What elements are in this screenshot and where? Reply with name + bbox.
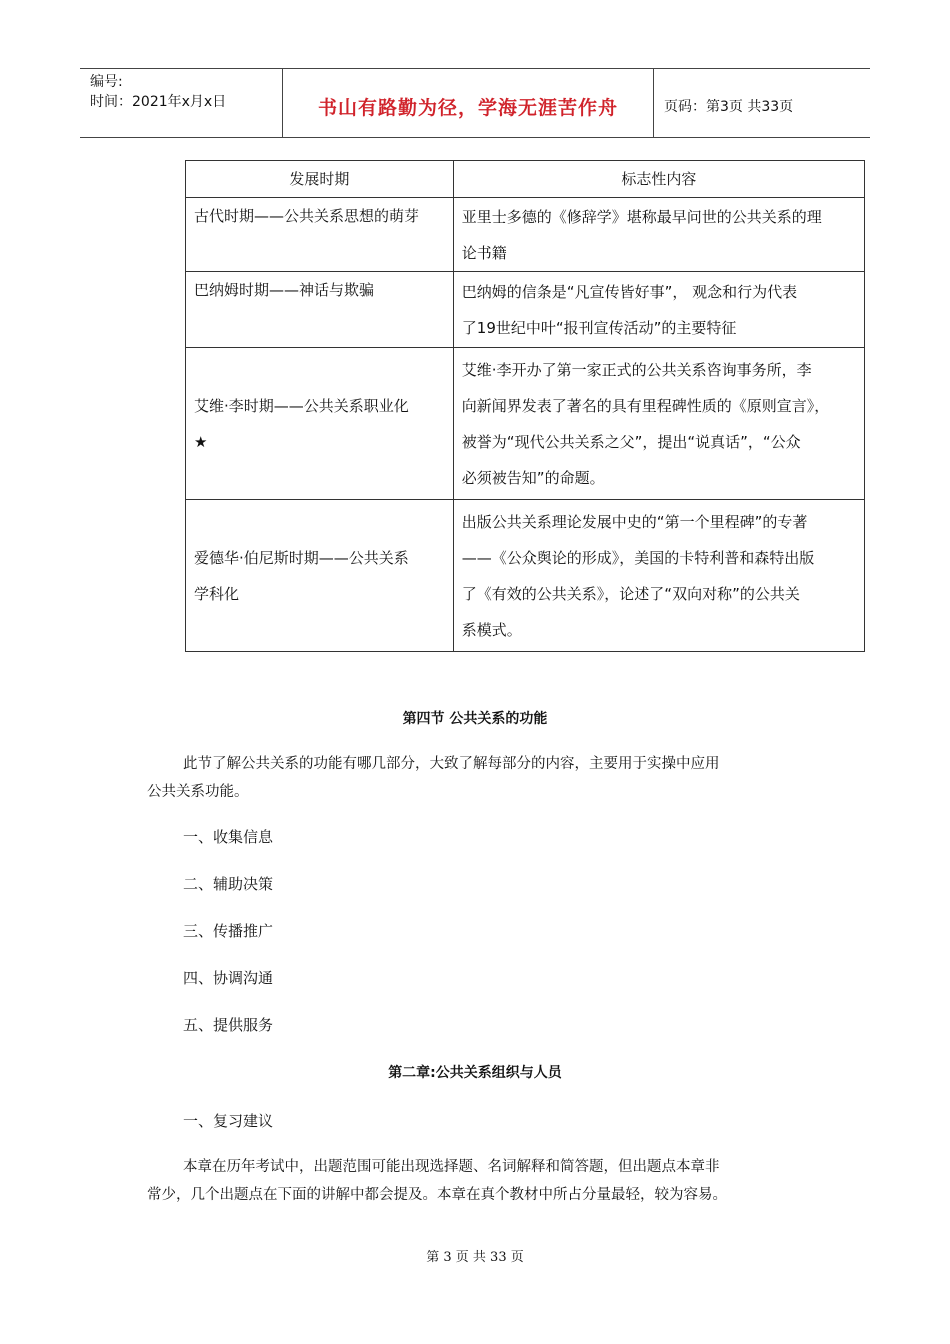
list-item: 二、辅助决策: [183, 875, 274, 893]
table-header-period: 发展时期: [186, 161, 454, 198]
period-cell: [186, 272, 454, 348]
table-row: [186, 500, 865, 652]
content-line: 出版公共关系理论发展中史的“第一个里程碑”的专著: [461, 512, 808, 531]
header-motto-cell: [283, 69, 654, 137]
content-line: 被誉为“现代公共关系之父”，提出“说真话”，“公众: [461, 432, 801, 451]
period-text: 古代时期——公共关系思想的萌芽: [194, 207, 420, 225]
paragraph-text-1: 本章在历年考试中，出题范围可能出现选择题、名词解释和简答题，但出题点本章非: [183, 1159, 720, 1175]
content-cell: [453, 500, 864, 652]
development-period-table: [185, 160, 865, 652]
period-text: 学科化: [194, 584, 240, 603]
content-line: 必须被告知”的命题。: [461, 468, 605, 487]
page-footer: 第 3 页 共 33 页: [426, 1250, 524, 1265]
period-text: 爱德华·伯尼斯时期——公共关系: [194, 548, 409, 567]
header-meta-cell: [80, 69, 283, 137]
content-line: ——《公众舆论的形成》，美国的卡特利普和森特出版: [461, 548, 815, 567]
list-item: 一、收集信息: [183, 828, 274, 846]
content-line: 亚里士多德的《修辞学》堪称最早问世的公共关系的理: [461, 207, 822, 226]
table-header-content: 标志性内容: [453, 161, 864, 198]
table-row: [186, 272, 865, 348]
content-line: 巴纳姆的信条是“凡宣传皆好事”， 观念和行为代表: [461, 282, 798, 301]
star-icon: ★: [194, 432, 208, 451]
section-title: 第四节 公共关系的功能: [402, 711, 548, 727]
intro-line-1: [147, 750, 807, 778]
header-page-number: 页码：第3页 共33页: [664, 99, 794, 115]
table-row: [186, 348, 865, 500]
content-line: 艾维·李开办了第一家正式的公共关系咨询事务所，李: [461, 360, 812, 379]
content-line: 了19世纪中叶“报刊宣传活动”的主要特征: [461, 318, 737, 337]
content-line: 系模式。: [461, 620, 522, 639]
period-cell: [186, 500, 454, 652]
header-motto: 书山有路勤为径，学海无涯苦作舟: [317, 97, 618, 119]
period-cell: [186, 348, 454, 500]
period-text: 艾维·李时期——公共关系职业化: [194, 396, 409, 415]
doc-number-label: 编号:: [90, 74, 123, 90]
document-header: [80, 68, 870, 138]
chapter-paragraph: [147, 1153, 807, 1209]
header-page-cell: [654, 69, 870, 137]
period-text: 巴纳姆时期——神话与欺骗: [194, 281, 375, 299]
content-cell: [453, 272, 864, 348]
subsection-title: 一、复习建议: [183, 1112, 274, 1130]
list-item: 四、协调沟通: [183, 969, 274, 987]
chapter-title: 第二章:公共关系组织与人员: [388, 1065, 562, 1081]
section-intro: [147, 750, 807, 806]
paragraph-line-2: 常少，几个出题点在下面的讲解中都会提及。本章在真个教材中所占分量最轻，较为容易。: [147, 1187, 727, 1203]
paragraph-line-1: [147, 1153, 807, 1181]
doc-date-label: 时间：2021年x月x日: [90, 94, 227, 110]
intro-line-2: 公共关系功能。: [147, 784, 249, 800]
table-row: [186, 198, 865, 272]
list-item: 三、传播推广: [183, 922, 274, 940]
period-cell: [186, 198, 454, 272]
content-line: 了《有效的公共关系》，论述了“双向对称”的公共关: [461, 584, 800, 603]
content-cell: [453, 348, 864, 500]
intro-text-1: 此节了解公共关系的功能有哪几部分，大致了解每部分的内容，主要用于实操中应用: [183, 756, 720, 772]
content-cell: [453, 198, 864, 272]
content-line: 论书籍: [461, 243, 507, 262]
table-header-row: [186, 161, 865, 198]
list-item: 五、提供服务: [183, 1016, 274, 1034]
content-line: 向新闻界发表了著名的具有里程碑性质的《原则宣言》，: [461, 396, 830, 415]
